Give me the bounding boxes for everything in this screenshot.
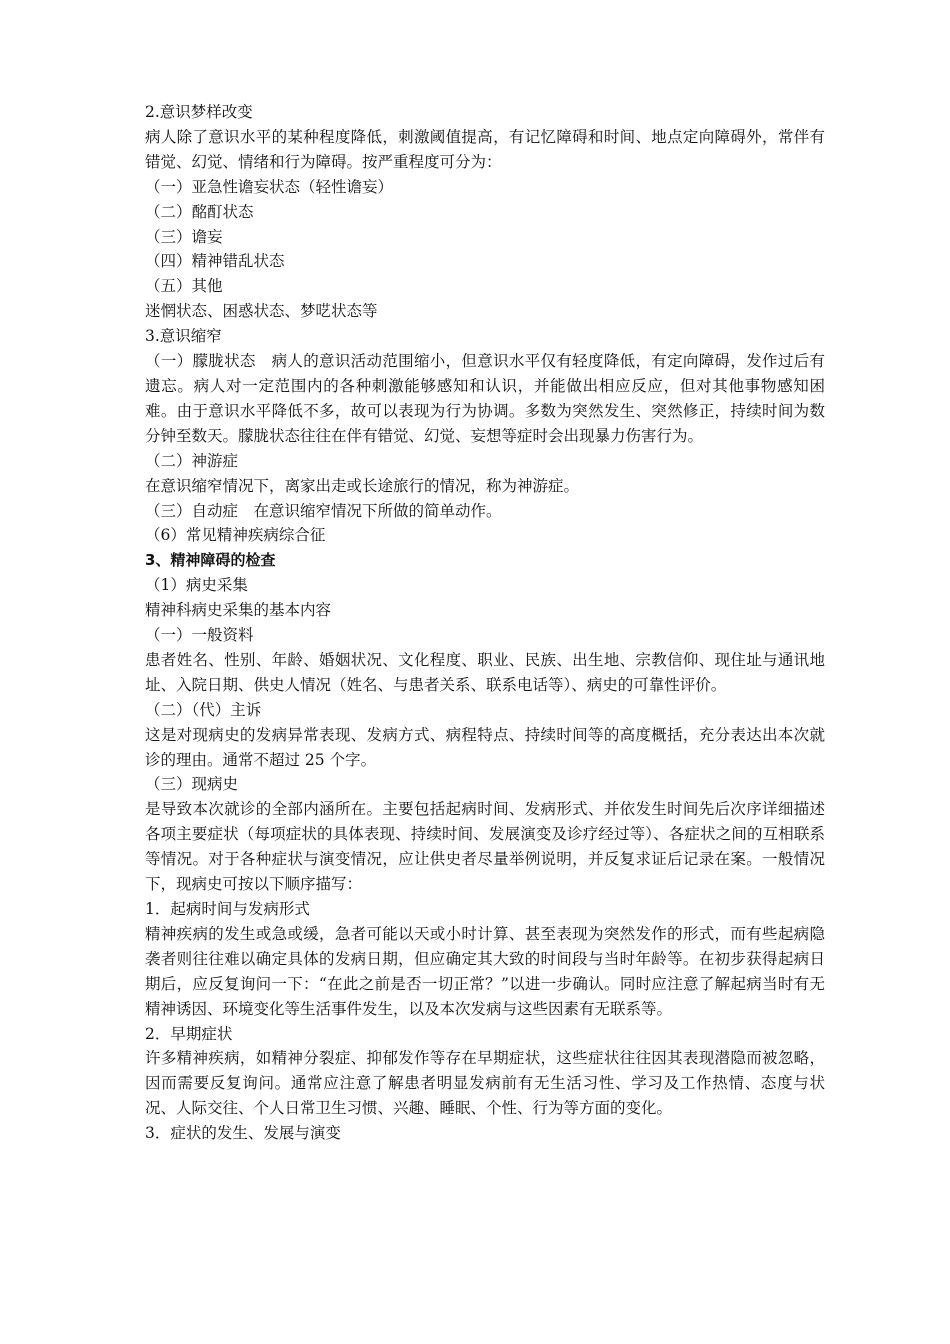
- list-item-delirium: （三）谵妄: [145, 227, 223, 246]
- list-item-other: （五）其他: [145, 277, 223, 296]
- list-item-general-info: （一）一般资料: [145, 626, 254, 645]
- paragraph-present-illness: 是导致本次就诊的全部内涵所在。主要包括起病时间、发病形式、并依发生时间先后次序详细描述各项主要症状（每项症状的具体表现、持续时间、发展演变及诊疗经过等）、各症状之间的互相联系等情况。对于各种症状与演变情况，应让供史者尽量举例说明，并反复求证后记录在案。一般情况下，现病史可按以下顺序描写：: [145, 800, 825, 894]
- list-item-automatism: （三）自动症 在意识缩窄情况下所做的简单动作。: [145, 501, 502, 520]
- line-common-syndromes: （6）常见精神疾病综合征: [145, 526, 326, 545]
- list-item-chief-complaint: （二）（代）主诉: [145, 700, 262, 719]
- list-item-present-illness: （三）现病史: [145, 775, 239, 794]
- line-fugue-description: 在意识缩窄情况下，离家出走或长途旅行的情况，称为神游症。: [145, 476, 580, 495]
- line-other-states: 迷惘状态、困惑状态、梦呓状态等: [145, 302, 378, 321]
- line-early-symptoms: 2．早期症状: [145, 1024, 233, 1043]
- list-item-intoxication: （二）酩酊状态: [145, 202, 254, 221]
- list-item-fugue: （二）神游症: [145, 451, 239, 470]
- paragraph-general-info: 患者姓名、性别、年龄、婚姻状况、文化程度、职业、民族、出生地、宗教信仰、现住址与通讯地址、入院日期、供史人情况（姓名、与患者关系、联系电话等）、病史的可靠性评价。: [145, 650, 825, 694]
- heading-consciousness-narrowing: 3.意识缩窄: [145, 327, 222, 346]
- paragraph-chief-complaint: 这是对现病史的发病异常表现、发病方式、病程特点、持续时间等的高度概括，充分表达出本次就诊的理由。通常不超过 25 个字。: [145, 725, 825, 769]
- line-history-basic-content: 精神科病史采集的基本内容: [145, 601, 332, 620]
- paragraph-early-symptoms: 许多精神疾病，如精神分裂症、抑郁发作等存在早期症状，这些症状往往因其表现潜隐而被忽略，因而需要反复询问。通常应注意了解患者明显发病前有无生活习性、学习及工作热情、态度与状况、人际交往、个人日常卫生习惯、兴趣、睡眠、个性、行为等方面的变化。: [145, 1049, 825, 1118]
- list-item-amentia: （四）精神错乱状态: [145, 252, 285, 271]
- document-page: [145, 100, 825, 1146]
- heading-dream-like-change: 2.意识梦样改变: [145, 103, 253, 121]
- section-title-examination: 3、精神障碍的检查: [145, 551, 276, 570]
- paragraph-twilight-state: （一）朦胧状态 病人的意识活动范围缩小，但意识水平仅有轻度降低，有定向障碍，发作过后有遗忘。病人对一定范围内的各种刺激能够感知和认识，并能做出相应反应，但对其他事物感知困难。由于意识水平降低不多，故可以表现为行为协调。多数为突然发生、突然修正，持续时间为数分钟至数天。朦胧状态往往在伴有错觉、幻觉、妄想等症时会出现暴力伤害行为。: [145, 352, 825, 445]
- line-history-taking: （1）病史采集: [145, 576, 248, 595]
- list-item-subacute-delirium: （一）亚急性谵妄状态（轻性谵妄）: [145, 177, 394, 196]
- paragraph-dream-like-description: 病人除了意识水平的某种程度降低，刺激阈值提高，有记忆障碍和时间、地点定向障碍外，常伴有错觉、幻觉、情绪和行为障碍。按严重程度可分为：: [145, 127, 825, 171]
- paragraph-onset-time: 精神疾病的发生或急或缓，急者可能以天或小时计算、甚至表现为突然发作的形式，而有些起病隐袭者则往往难以确定具体的发病日期，但应确定其大致的时间段与当时年龄等。在初步获得起病日期后，应反复询问一下：“在此之前是否一切正常？”以进一步确认。同时应注意了解起病当时有无精神诱因、环境变化等生活事件发生，以及本次发病与这些因素有无联系等。: [145, 924, 825, 1018]
- line-symptom-development: 3．症状的发生、发展与演变: [145, 1124, 341, 1143]
- line-onset-time: 1．起病时间与发病形式: [145, 900, 310, 918]
